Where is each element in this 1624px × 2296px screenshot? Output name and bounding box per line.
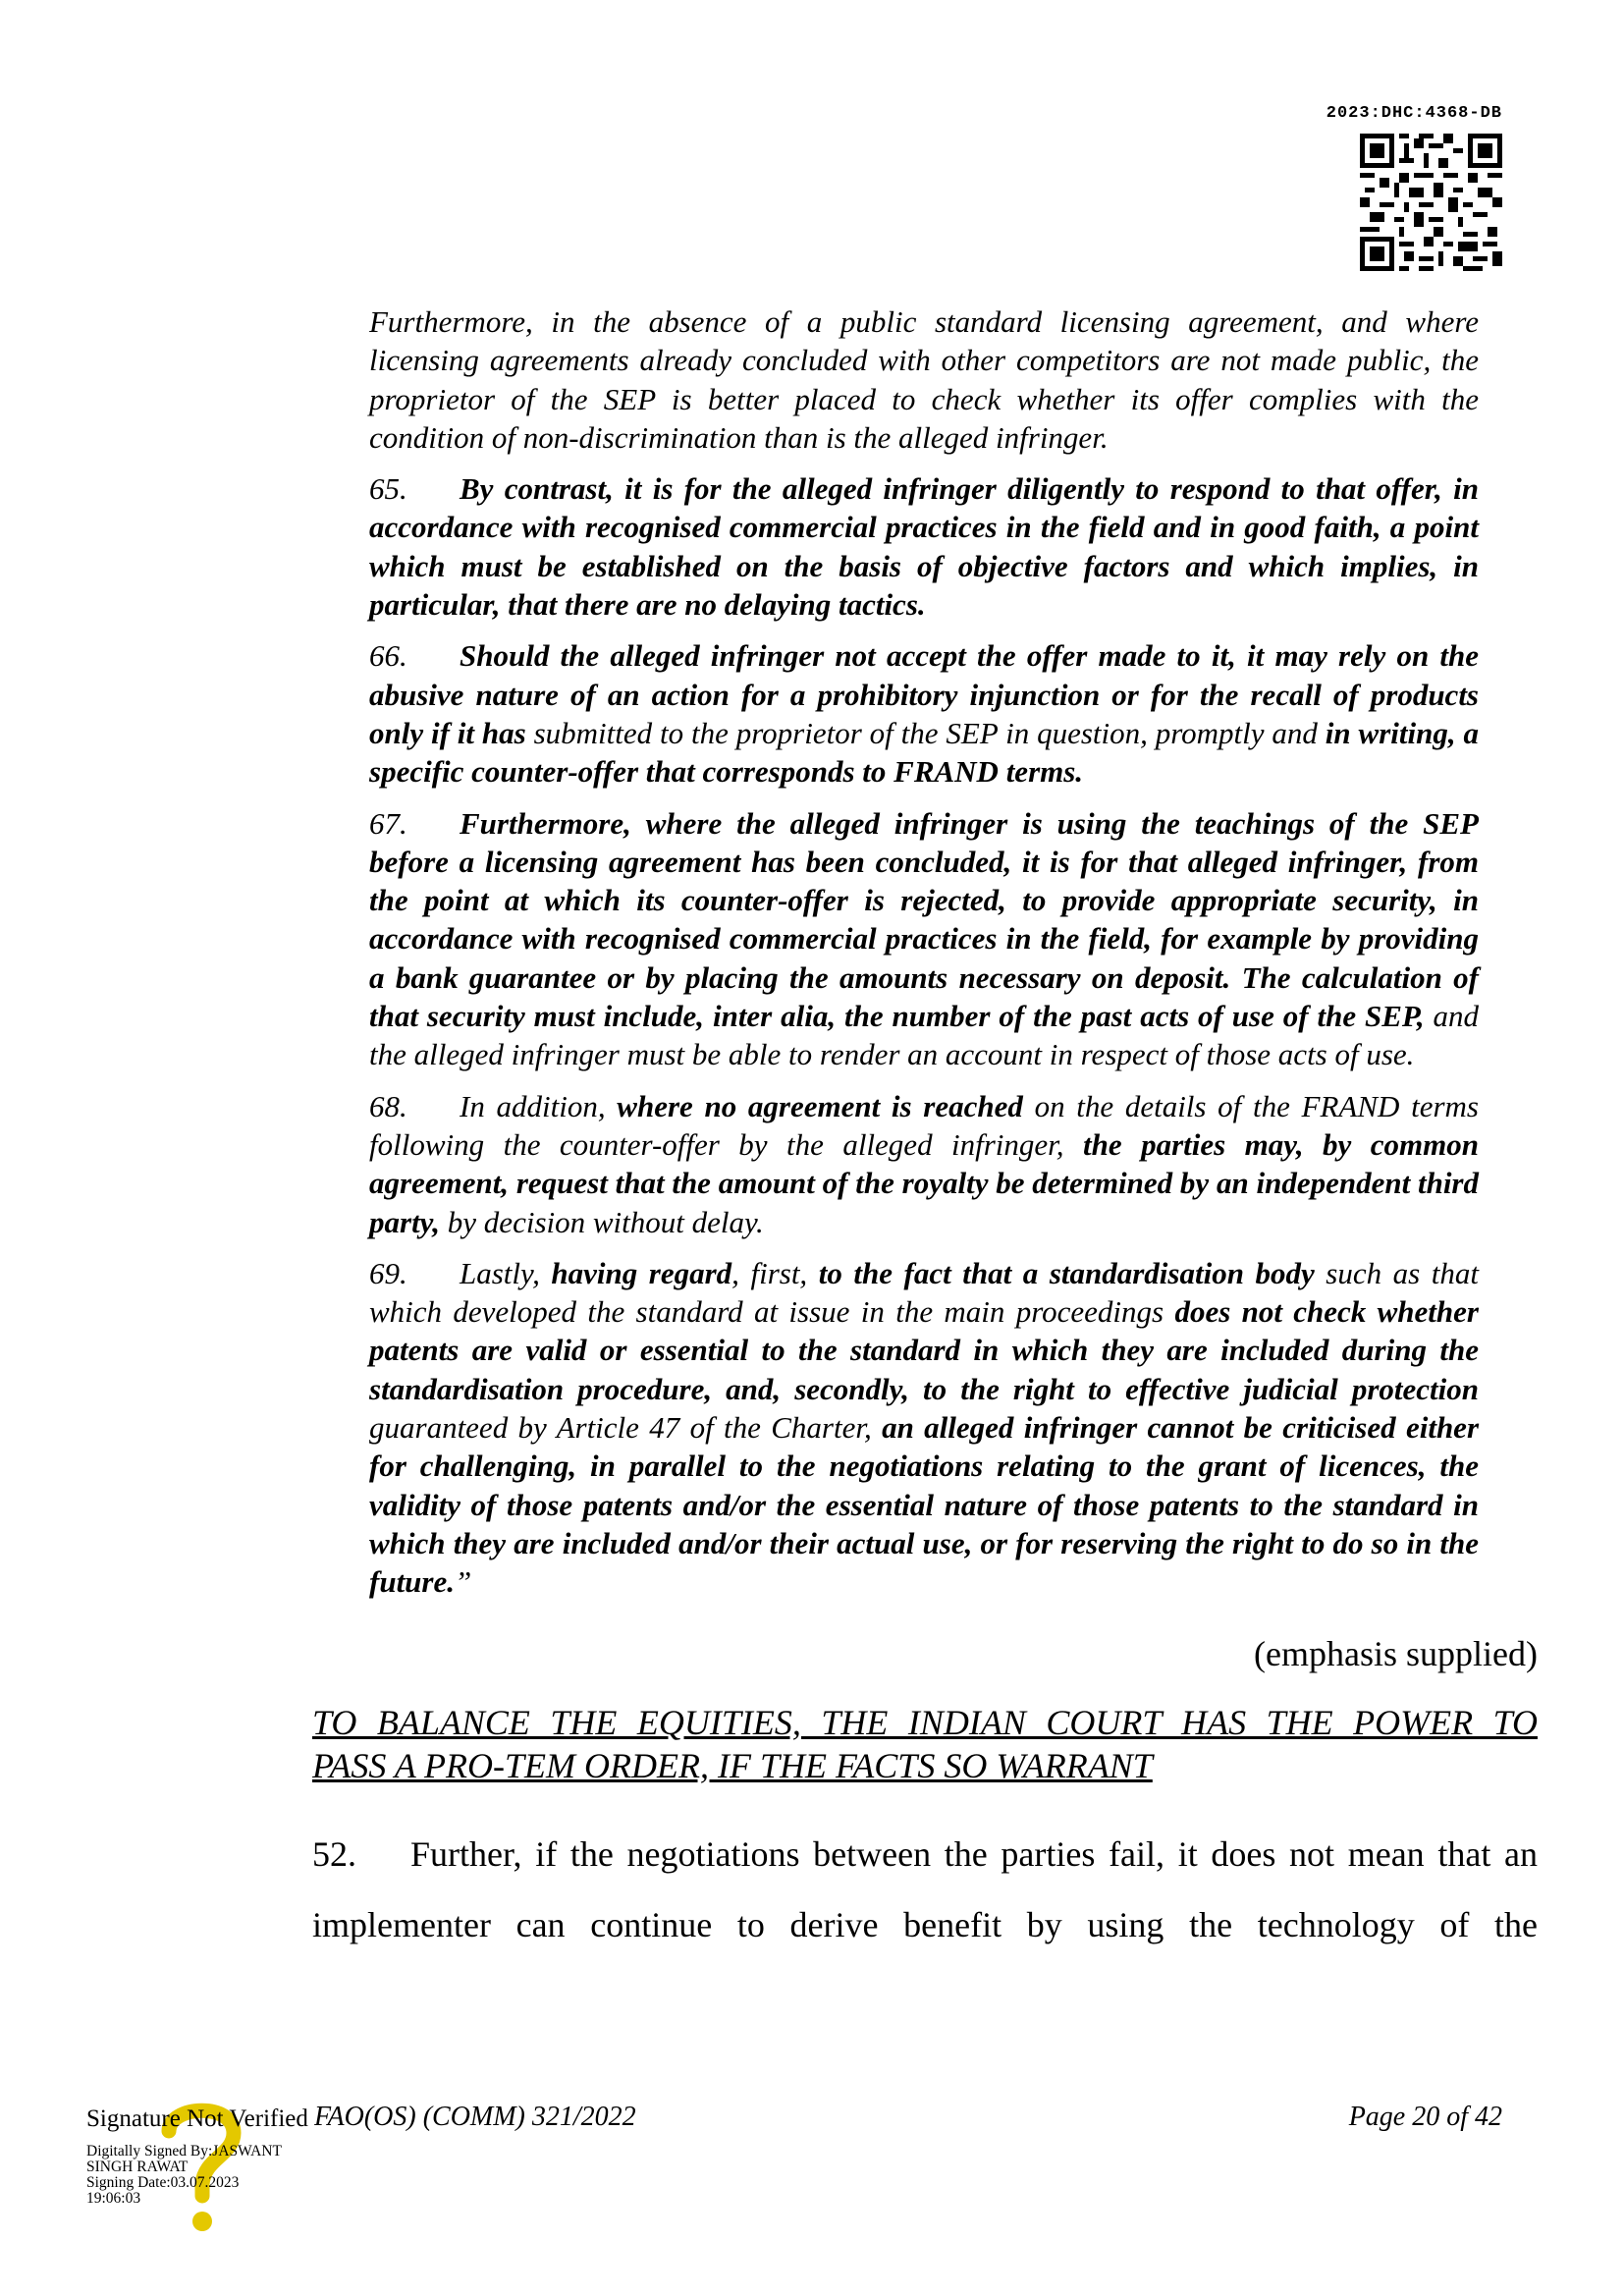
paragraph-52 xyxy=(312,1819,1538,1960)
signature-details xyxy=(86,2144,282,2207)
quote-paragraph-65 xyxy=(369,469,1479,624)
quote-paragraph-67 xyxy=(369,804,1479,1074)
closing-quote: ” xyxy=(455,1564,472,1600)
plain-text: Lastly, xyxy=(460,1255,552,1290)
paragraph-number: 69. xyxy=(369,1255,407,1290)
paragraph-number: 52. xyxy=(312,1834,356,1874)
signature-detail-line: Digitally Signed By:JASWANT xyxy=(86,2143,282,2159)
emphasised-text: to the fact that a standardisation body xyxy=(818,1255,1315,1290)
qr-code-icon xyxy=(1360,134,1502,271)
emphasised-text: an alleged infringer cannot be criticised either for challenging, in parallel to the negotiations relating to the grant of licences, the validity of those patents and/or the essential nature of those patents to the standard in which they are included and/or their actual use, or for reserving the right to do so in the future. xyxy=(369,1410,1480,1600)
emphasised-text: By contrast, it is for the alleged infringer diligently to respond to that offer, in accordance with recognised commercial practices in the field and in good faith, a point which must be established on the basis of objective factors and which implies, in particular, that there are no delaying tactics. xyxy=(369,471,1479,623)
emphasis-note: (emphasis supplied) xyxy=(1254,1634,1538,1673)
quote-intro-paragraph: Furthermore, in the absence of a public standard licensing agreement, and where licensing agreements already concluded with other competitors are not made public, the proprietor of the SEP is better placed to check whether its offer complies with the condition of non-discrimination than is the alleged infringer. xyxy=(369,304,1479,455)
quoted-judgment-extract xyxy=(369,302,1479,1614)
neutral-citation: 2023:DHC:4368-DB xyxy=(1326,104,1502,123)
section-heading-line: PASS A PRO-TEM ORDER, IF THE FACTS SO WARRANT xyxy=(312,1746,1153,1785)
signature-status: Signature Not Verified xyxy=(86,2105,308,2132)
emphasised-text: Furthermore, where the alleged infringer is using the teachings of the SEP before a licensing agreement has been concluded, it is for that alleged infringer, from the point at which its counter-offer is rejected, to provide appropriate security, in accordance with recognised commercial practices in the field, for example by providing a bank guarantee or by placing the amounts necessary on deposit. The calculation of that security must include, inter alia, the number of the past acts of use of the SEP, xyxy=(369,805,1479,1034)
plain-text: on the details of the FRAND terms following the counter-offer by the alleged infringer, xyxy=(369,1088,1479,1162)
emphasised-text: the parties may, by common agreement, request that the amount of the royalty be determined by an independent third party, xyxy=(369,1126,1479,1239)
emphasised-text: does not check whether patents are valid or essential to the standard in which they are included during the standardisation procedure, and, secondly, to the right to effective judicial protection xyxy=(369,1294,1479,1406)
signature-detail-line: Signing Date:03.07.2023 xyxy=(86,2174,240,2191)
plain-text: In addition, xyxy=(460,1088,618,1123)
paragraph-number: 68. xyxy=(369,1088,407,1123)
emphasised-text: in writing, a specific counter-offer that corresponds to FRAND terms. xyxy=(369,715,1479,790)
quote-paragraph-69 xyxy=(369,1254,1479,1602)
paragraph-text: Further, if the negotiations between the parties fail, it does not mean that an implementer can continue to derive benefit by using the technology of the xyxy=(312,1834,1538,1944)
plain-text: guaranteed by Article 47 of the Charter, xyxy=(369,1410,883,1446)
plain-text: submitted to the proprietor of the SEP in question, promptly and xyxy=(525,715,1326,750)
signature-detail-line: 19:06:03 xyxy=(86,2190,141,2207)
signature-detail-line: SINGH RAWAT xyxy=(86,2159,189,2175)
qr-code xyxy=(1360,134,1502,271)
footer-page-number: Page 20 of 42 xyxy=(1348,2102,1502,2132)
plain-text: such as that which developed the standard at issue in the main proceedings xyxy=(369,1255,1480,1330)
quote-paragraph-66 xyxy=(369,636,1479,791)
plain-text: and the alleged infringer must be able to render an account in respect of those acts of use. xyxy=(369,999,1479,1072)
quote-paragraph-68 xyxy=(369,1087,1479,1241)
footer-case-number: FAO(OS) (COMM) 321/2022 xyxy=(314,2102,636,2132)
paragraph-number: 65. xyxy=(369,471,407,507)
section-heading-line: TO BALANCE THE EQUITIES, THE INDIAN COURT HAS THE POWER TO xyxy=(312,1703,1538,1742)
emphasised-text: having regard xyxy=(551,1255,732,1290)
plain-text: by decision without delay. xyxy=(440,1204,764,1239)
emphasised-text: where no agreement is reached xyxy=(617,1088,1023,1123)
emphasised-text: Should the alleged infringer not accept the offer made to it, it may rely on the abusive nature of an action for a prohibitory injunction or for the recall of products only if it has xyxy=(369,638,1479,750)
section-heading xyxy=(312,1701,1538,1787)
paragraph-number: 67. xyxy=(369,805,407,841)
plain-text: , first, xyxy=(731,1255,819,1290)
paragraph-number: 66. xyxy=(369,638,407,674)
